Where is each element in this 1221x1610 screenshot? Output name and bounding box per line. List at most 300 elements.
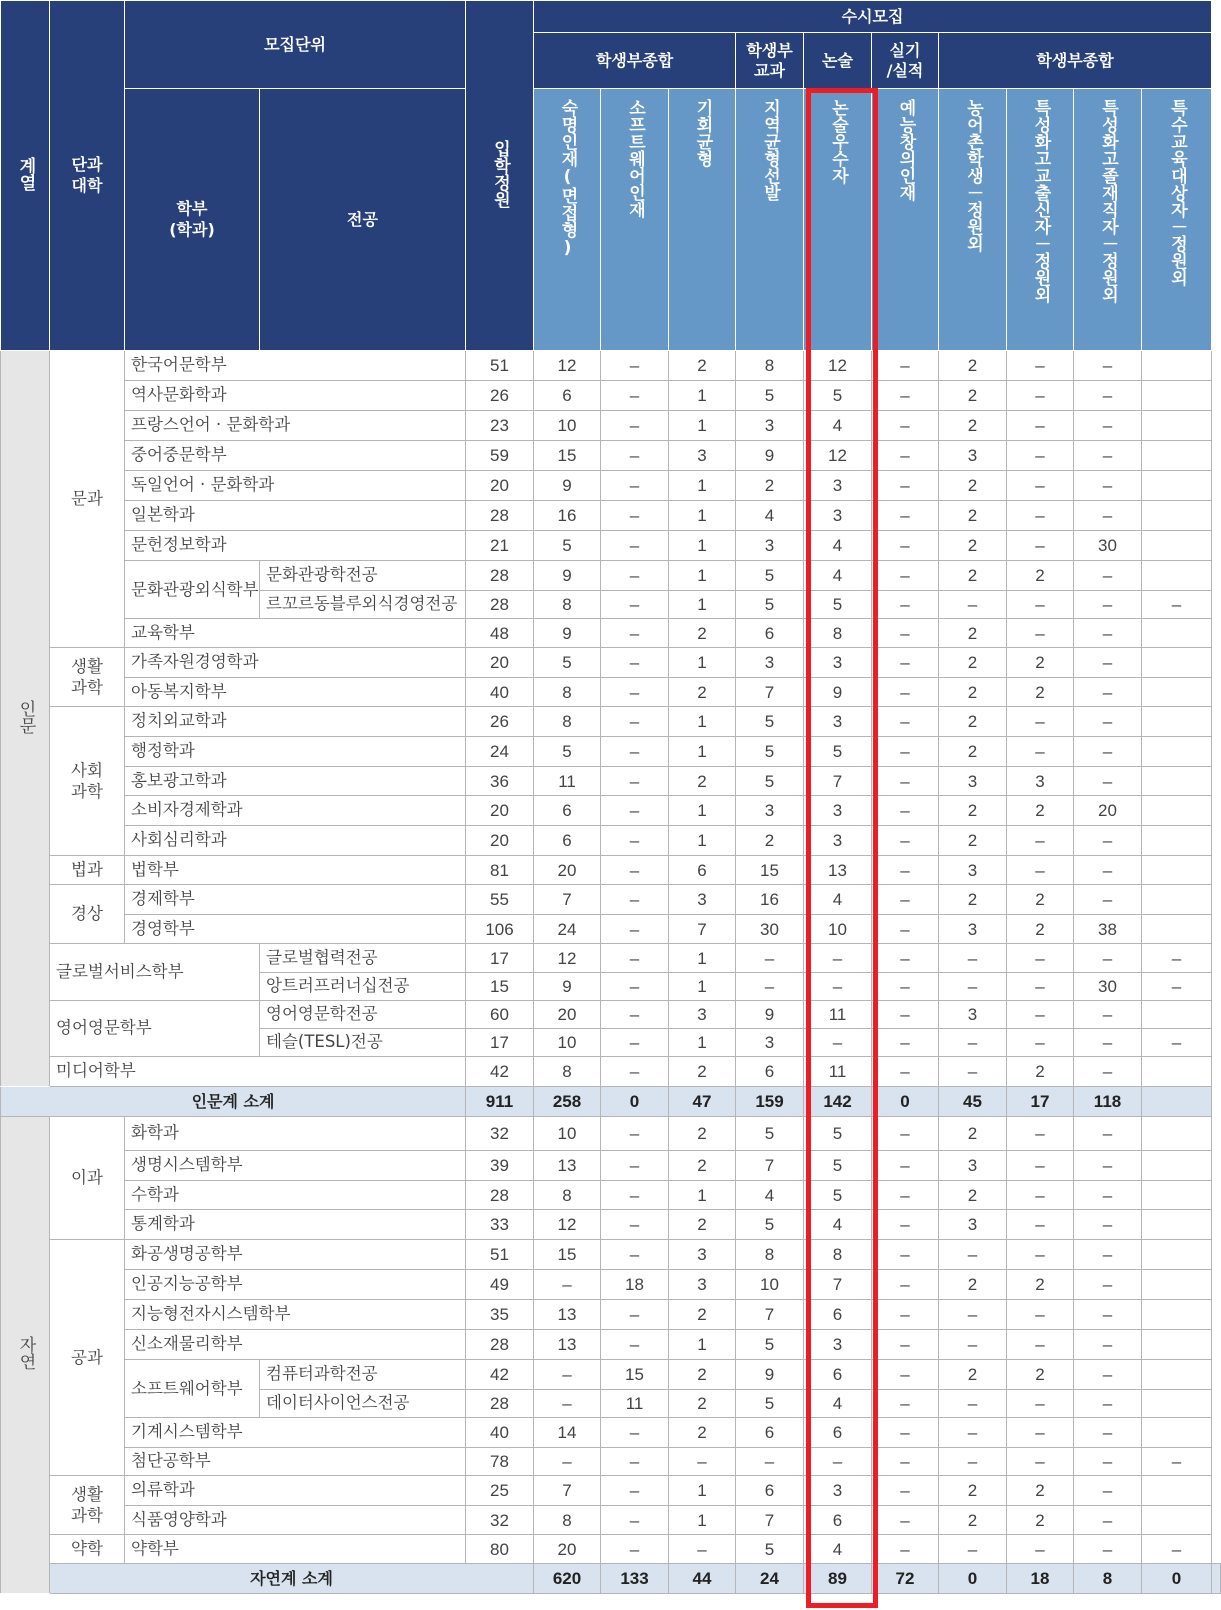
value-cell: – <box>601 1181 669 1210</box>
value-cell: 1 <box>669 561 736 591</box>
value-cell: – <box>872 561 939 591</box>
dept-cell: 행정학과 <box>125 737 466 767</box>
value-cell <box>1142 471 1212 501</box>
value-cell: – <box>1007 531 1074 561</box>
value-cell: 133 <box>601 1564 669 1594</box>
table-row <box>1 1535 1221 1564</box>
value-cell: 6 <box>804 1506 872 1535</box>
dept-cell: 화공생명공학부 <box>125 1240 466 1270</box>
dept-cell: 경영학부 <box>125 915 466 944</box>
value-cell: 1 <box>669 796 736 826</box>
value-cell: – <box>939 1390 1007 1418</box>
value-cell: 7 <box>534 1476 601 1506</box>
value-cell <box>1142 619 1212 648</box>
quota-cell: 20 <box>466 471 534 501</box>
dept-cell: 소프트웨어학부 <box>125 1360 260 1418</box>
value-cell: – <box>804 1029 872 1057</box>
value-cell: 1 <box>669 381 736 411</box>
col-header: 특수교육대상자－정원외 <box>1142 89 1212 351</box>
college-dept-cell: 영어영문학부 <box>50 1001 260 1057</box>
table-row <box>1 885 1221 915</box>
value-cell: 3 <box>736 531 804 561</box>
dept-cell: 가족자원경영학과 <box>125 648 466 678</box>
value-cell: – <box>601 826 669 856</box>
dept-cell: 기계시스템학부 <box>125 1418 466 1448</box>
value-cell: 3 <box>736 411 804 441</box>
value-cell: 2 <box>939 678 1007 707</box>
dept-cell: 역사문화학과 <box>125 381 466 411</box>
value-cell: 16 <box>736 885 804 915</box>
value-cell: – <box>872 1390 939 1418</box>
value-cell: 24 <box>736 1564 804 1594</box>
value-cell: 3 <box>736 1029 804 1057</box>
value-cell: 2 <box>939 351 1007 381</box>
table-row <box>1 441 1221 471</box>
value-cell: 15 <box>601 1360 669 1390</box>
dept-cell: 생명시스템학부 <box>125 1151 466 1181</box>
value-cell: 2 <box>939 1117 1007 1151</box>
value-cell: – <box>1074 648 1142 678</box>
value-cell: 5 <box>736 561 804 591</box>
value-cell: – <box>872 441 939 471</box>
col-header: 예능창의인재 <box>872 89 939 351</box>
table-row <box>1 1001 1221 1029</box>
value-cell: 2 <box>669 619 736 648</box>
value-cell <box>1142 707 1212 737</box>
value-cell: 1 <box>669 591 736 619</box>
value-cell: – <box>1007 381 1074 411</box>
value-cell: 2 <box>1007 915 1074 944</box>
value-cell: 7 <box>804 1270 872 1300</box>
value-cell: 3 <box>804 826 872 856</box>
col-header: 기회균형 <box>669 89 736 351</box>
value-cell: – <box>601 471 669 501</box>
value-cell: – <box>1007 1240 1074 1270</box>
quota-cell: 28 <box>466 591 534 619</box>
college-cell: 공과 <box>50 1240 125 1476</box>
value-cell: – <box>601 381 669 411</box>
value-cell: – <box>872 973 939 1001</box>
quota-cell: 55 <box>466 885 534 915</box>
dept-cell: 정치외교학과 <box>125 707 466 737</box>
value-cell: 3 <box>939 1151 1007 1181</box>
value-cell: 0 <box>1142 1564 1212 1594</box>
value-cell: – <box>1007 1418 1074 1448</box>
value-cell: – <box>872 471 939 501</box>
value-cell: 3 <box>804 648 872 678</box>
dept-cell: 통계학과 <box>125 1210 466 1240</box>
col-header: 특성화고교출신자－정원외 <box>1007 89 1074 351</box>
value-cell: 5 <box>736 737 804 767</box>
value-cell: – <box>1007 1300 1074 1330</box>
value-cell <box>1142 796 1212 826</box>
value-cell: – <box>1074 1029 1142 1057</box>
value-cell: 2 <box>1007 885 1074 915</box>
value-cell: – <box>1007 1210 1074 1240</box>
value-cell: 1 <box>669 1330 736 1360</box>
value-cell: – <box>1074 767 1142 796</box>
value-cell: 3 <box>939 767 1007 796</box>
value-cell <box>1142 1057 1212 1087</box>
value-cell: 142 <box>804 1087 872 1117</box>
value-cell: – <box>939 1330 1007 1360</box>
value-cell: 5 <box>804 1181 872 1210</box>
value-cell: 6 <box>804 1418 872 1448</box>
college-cell: 생활과학 <box>50 1476 125 1535</box>
value-cell: 44 <box>669 1564 736 1594</box>
value-cell: – <box>1007 1001 1074 1029</box>
value-cell: 30 <box>736 915 804 944</box>
value-cell: – <box>1007 1330 1074 1360</box>
value-cell: 2 <box>669 1360 736 1390</box>
value-cell: – <box>736 973 804 1001</box>
value-cell: 1 <box>669 648 736 678</box>
group-nonsul: 논술 <box>804 33 872 89</box>
value-cell: 1 <box>669 1506 736 1535</box>
value-cell: – <box>872 1448 939 1476</box>
value-cell: 7 <box>669 915 736 944</box>
value-cell: 2 <box>939 1506 1007 1535</box>
quota-cell: 20 <box>466 648 534 678</box>
value-cell: 3 <box>669 1270 736 1300</box>
value-cell: 12 <box>804 351 872 381</box>
value-cell: 5 <box>804 737 872 767</box>
value-cell: 11 <box>601 1390 669 1418</box>
value-cell: 3 <box>669 1240 736 1270</box>
table-row <box>1 1117 1221 1151</box>
dept-cell: 신소재물리학부 <box>125 1330 466 1360</box>
dept-cell: 의류학과 <box>125 1476 466 1506</box>
college-dept-cell: 글로벌서비스학부 <box>50 944 260 1001</box>
value-cell: 1 <box>669 1029 736 1057</box>
value-cell <box>1142 678 1212 707</box>
college-cell: 생활과학 <box>50 648 125 707</box>
value-cell: 10 <box>804 915 872 944</box>
value-cell: – <box>1074 471 1142 501</box>
value-cell: 5 <box>736 707 804 737</box>
quota-cell: 911 <box>466 1087 534 1117</box>
value-cell: 11 <box>804 1001 872 1029</box>
value-cell: 3 <box>939 856 1007 885</box>
col-header: 지역균형선발 <box>736 89 804 351</box>
value-cell: 4 <box>804 411 872 441</box>
table-row <box>1 915 1221 944</box>
college-dept-cell: 미디어학부 <box>50 1057 466 1087</box>
value-cell: 47 <box>669 1087 736 1117</box>
value-cell: – <box>601 1448 669 1476</box>
value-cell: 14 <box>534 1418 601 1448</box>
value-cell: 3 <box>804 471 872 501</box>
value-cell: – <box>872 1270 939 1300</box>
quota-cell: 42 <box>466 1057 534 1087</box>
value-cell: – <box>1074 1300 1142 1330</box>
value-cell: 2 <box>939 826 1007 856</box>
value-cell: 4 <box>804 561 872 591</box>
value-cell <box>1142 856 1212 885</box>
value-cell: – <box>872 1210 939 1240</box>
value-cell: – <box>601 1057 669 1087</box>
value-cell: 3 <box>804 1476 872 1506</box>
value-cell: 6 <box>804 1300 872 1330</box>
value-cell <box>1142 767 1212 796</box>
value-cell: 6 <box>736 619 804 648</box>
major-cell: 르꼬르동블루외식경영전공 <box>260 591 466 619</box>
dept-cell: 약학부 <box>125 1535 466 1564</box>
value-cell: 8 <box>534 591 601 619</box>
table-row <box>1 796 1221 826</box>
dept-cell: 프랑스언어 · 문화학과 <box>125 411 466 441</box>
value-cell: – <box>1007 471 1074 501</box>
value-cell: – <box>1074 1210 1142 1240</box>
value-cell: 1 <box>669 826 736 856</box>
college-cell: 이과 <box>50 1117 125 1240</box>
table-row <box>1 471 1221 501</box>
value-cell: 2 <box>669 1057 736 1087</box>
value-cell: – <box>872 411 939 441</box>
quota-cell: 42 <box>466 1360 534 1390</box>
table-row <box>1 1506 1221 1535</box>
value-cell: – <box>872 591 939 619</box>
value-cell: – <box>1074 1448 1142 1476</box>
value-cell: 20 <box>534 856 601 885</box>
value-cell <box>1142 441 1212 471</box>
value-cell: – <box>939 591 1007 619</box>
value-cell: 7 <box>736 1300 804 1330</box>
value-cell: – <box>1074 1330 1142 1360</box>
value-cell: 10 <box>534 1117 601 1151</box>
value-cell: – <box>601 1535 669 1564</box>
header-major: 전공 <box>260 89 466 351</box>
value-cell: 3 <box>939 1001 1007 1029</box>
value-cell <box>1142 381 1212 411</box>
header-college: 단과 대학 <box>50 1 125 351</box>
value-cell: – <box>1074 619 1142 648</box>
value-cell: 2 <box>736 471 804 501</box>
value-cell: – <box>939 1535 1007 1564</box>
value-cell: 2 <box>939 561 1007 591</box>
quota-cell: 59 <box>466 441 534 471</box>
dept-cell: 문화관광외식학부 <box>125 561 260 619</box>
table-row <box>1 1360 1221 1390</box>
table-row <box>1 1564 1221 1594</box>
value-cell: 5 <box>804 1151 872 1181</box>
value-cell <box>1142 411 1212 441</box>
value-cell: 5 <box>736 591 804 619</box>
value-cell: – <box>601 1240 669 1270</box>
value-cell: – <box>872 1330 939 1360</box>
value-cell: 2 <box>939 1270 1007 1300</box>
dept-cell: 중어중문학부 <box>125 441 466 471</box>
value-cell: 2 <box>1007 1506 1074 1535</box>
value-cell: – <box>601 648 669 678</box>
table-row <box>1 1270 1221 1300</box>
value-cell: 3 <box>939 441 1007 471</box>
major-cell: 영어영문학전공 <box>260 1001 466 1029</box>
value-cell: – <box>1007 1448 1074 1476</box>
value-cell: 8 <box>534 707 601 737</box>
value-cell: 13 <box>534 1151 601 1181</box>
value-cell: 10 <box>534 411 601 441</box>
value-cell: – <box>1007 826 1074 856</box>
value-cell: 1 <box>669 471 736 501</box>
quota-cell: 106 <box>466 915 534 944</box>
dept-cell: 소비자경제학과 <box>125 796 466 826</box>
value-cell: – <box>1007 441 1074 471</box>
value-cell: 30 <box>1074 973 1142 1001</box>
quota-cell: 32 <box>466 1117 534 1151</box>
value-cell: – <box>1074 826 1142 856</box>
value-cell: 1 <box>669 1476 736 1506</box>
value-cell: 2 <box>939 707 1007 737</box>
value-cell: 2 <box>1007 1360 1074 1390</box>
value-cell: 9 <box>804 678 872 707</box>
value-cell: – <box>872 1240 939 1270</box>
value-cell: 2 <box>939 381 1007 411</box>
header-dept: 학부 (학과) <box>125 89 260 351</box>
quota-cell: 48 <box>466 619 534 648</box>
value-cell: – <box>1007 411 1074 441</box>
value-cell: 3 <box>804 501 872 531</box>
value-cell: – <box>939 944 1007 973</box>
quota-cell: 28 <box>466 561 534 591</box>
value-cell: 18 <box>1007 1564 1074 1594</box>
dept-cell: 홍보광고학과 <box>125 767 466 796</box>
value-cell <box>1142 885 1212 915</box>
value-cell: – <box>872 648 939 678</box>
gyeyeol-label: 인문 <box>15 699 36 734</box>
quota-cell: 35 <box>466 1300 534 1330</box>
table-row <box>1 1151 1221 1181</box>
value-cell: 15 <box>736 856 804 885</box>
value-cell: 3 <box>804 1330 872 1360</box>
value-cell <box>1142 1360 1212 1390</box>
value-cell: 4 <box>736 501 804 531</box>
value-cell: – <box>1074 1240 1142 1270</box>
value-cell: – <box>1074 1390 1142 1418</box>
value-cell: – <box>939 1300 1007 1330</box>
value-cell <box>1142 648 1212 678</box>
value-cell: – <box>1007 856 1074 885</box>
dept-cell: 법학부 <box>125 856 466 885</box>
value-cell: – <box>601 767 669 796</box>
college-cell: 약학 <box>50 1535 125 1564</box>
value-cell: 7 <box>736 1506 804 1535</box>
value-cell: 2 <box>939 531 1007 561</box>
quota-cell: 15 <box>466 973 534 1001</box>
value-cell: – <box>1074 1506 1142 1535</box>
value-cell: 6 <box>736 1057 804 1087</box>
value-cell: – <box>601 885 669 915</box>
value-cell: 2 <box>669 678 736 707</box>
dept-cell: 한국어문학부 <box>125 351 466 381</box>
value-cell: 5 <box>804 1117 872 1151</box>
table-row <box>1 619 1221 648</box>
value-cell: 18 <box>601 1270 669 1300</box>
value-cell <box>1142 915 1212 944</box>
value-cell: 0 <box>939 1564 1007 1594</box>
value-cell: 2 <box>669 1418 736 1448</box>
value-cell: – <box>534 1270 601 1300</box>
quota-cell: 39 <box>466 1151 534 1181</box>
value-cell: – <box>1074 1181 1142 1210</box>
value-cell: 8 <box>804 1240 872 1270</box>
value-cell: 89 <box>804 1564 872 1594</box>
table-row <box>1 767 1221 796</box>
value-cell: – <box>1074 1535 1142 1564</box>
value-cell: 5 <box>736 381 804 411</box>
value-cell: – <box>601 1330 669 1360</box>
value-cell: 2 <box>939 648 1007 678</box>
value-cell: 30 <box>1074 531 1142 561</box>
value-cell: – <box>1142 1448 1212 1476</box>
value-cell: 6 <box>534 796 601 826</box>
quota-cell: 32 <box>466 1506 534 1535</box>
value-cell <box>1142 1087 1212 1117</box>
value-cell: – <box>601 1418 669 1448</box>
value-cell: – <box>804 1448 872 1476</box>
value-cell: – <box>1007 707 1074 737</box>
value-cell: 4 <box>804 1390 872 1418</box>
col-header: 논술우수자 <box>804 89 872 351</box>
value-cell: – <box>872 1535 939 1564</box>
value-cell <box>1142 1240 1212 1270</box>
dept-cell: 인공지능공학부 <box>125 1270 466 1300</box>
value-cell <box>1142 1390 1212 1418</box>
value-cell: 2 <box>1007 678 1074 707</box>
value-cell: – <box>1074 1270 1142 1300</box>
value-cell: – <box>872 1117 939 1151</box>
dept-cell: 식품영양학과 <box>125 1506 466 1535</box>
value-cell: 3 <box>669 441 736 471</box>
gyeyeol-label: 자연 <box>15 1336 36 1371</box>
value-cell: 2 <box>1007 1057 1074 1087</box>
value-cell: – <box>1074 1001 1142 1029</box>
value-cell: – <box>601 531 669 561</box>
value-cell: 4 <box>804 1210 872 1240</box>
value-cell: 5 <box>736 767 804 796</box>
dept-cell: 첨단공학부 <box>125 1448 466 1476</box>
value-cell: – <box>939 973 1007 1001</box>
value-cell: – <box>1074 1117 1142 1151</box>
value-cell: – <box>1074 441 1142 471</box>
value-cell <box>1142 1151 1212 1181</box>
value-cell: 7 <box>534 885 601 915</box>
table-row <box>1 531 1221 561</box>
value-cell: – <box>601 1476 669 1506</box>
value-cell: 2 <box>939 1476 1007 1506</box>
value-cell: 3 <box>1007 767 1074 796</box>
value-cell: – <box>1074 351 1142 381</box>
value-cell: – <box>872 1181 939 1210</box>
quota-cell: 28 <box>466 501 534 531</box>
value-cell <box>1142 1330 1212 1360</box>
value-cell: 1 <box>669 531 736 561</box>
quota-cell: 40 <box>466 1418 534 1448</box>
dept-cell: 사회심리학과 <box>125 826 466 856</box>
gyeyeol-cell <box>1 351 50 1087</box>
value-cell: – <box>736 1448 804 1476</box>
header-unit: 모집단위 <box>125 1 466 89</box>
value-cell: 9 <box>534 561 601 591</box>
value-cell: 6 <box>534 826 601 856</box>
value-cell: 8 <box>534 678 601 707</box>
value-cell: – <box>1074 1151 1142 1181</box>
value-cell: – <box>872 1476 939 1506</box>
quota-cell: 28 <box>466 1330 534 1360</box>
quota-cell: 20 <box>466 796 534 826</box>
quota-cell: 51 <box>466 351 534 381</box>
value-cell: 2 <box>736 826 804 856</box>
